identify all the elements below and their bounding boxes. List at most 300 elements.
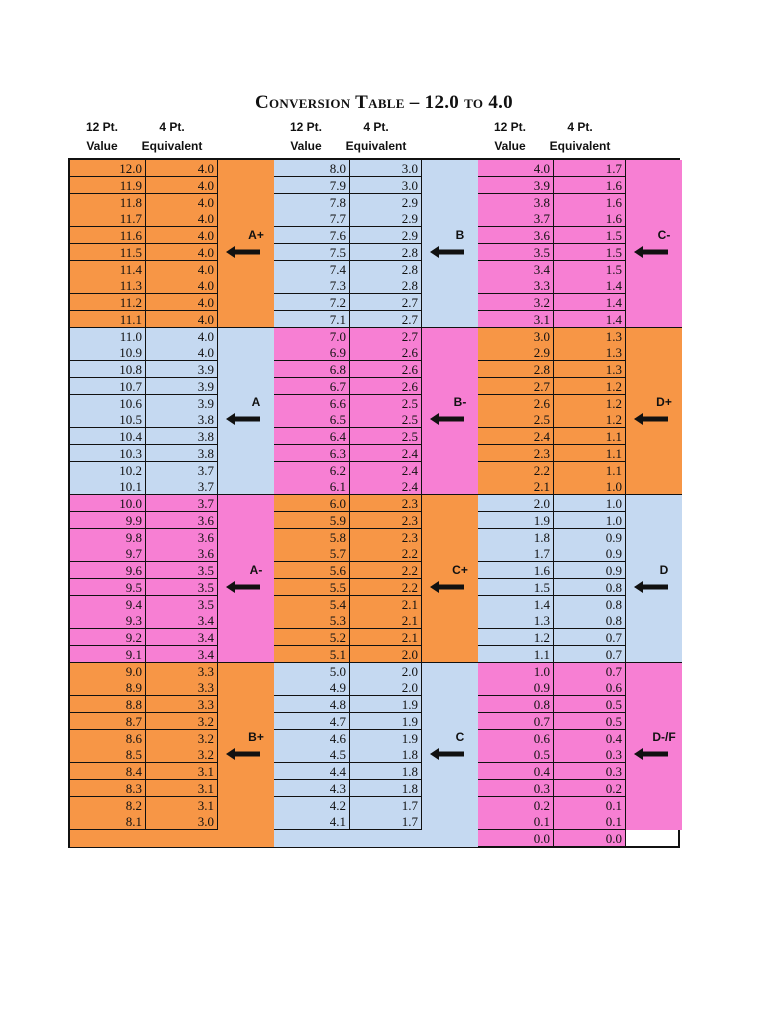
- value-cell: 9.2: [70, 629, 146, 646]
- value-cell: 7.8: [274, 194, 350, 211]
- value-cell: 3.1: [478, 311, 554, 328]
- table-row: [274, 579, 422, 596]
- value-cell: 1.1: [478, 646, 554, 663]
- value-cell: 8.1: [70, 813, 146, 830]
- value-cell: 4.5: [274, 746, 350, 763]
- table-row: [478, 813, 626, 830]
- value-cell: 6.6: [274, 395, 350, 412]
- equivalent-cell: 3.2: [146, 730, 218, 747]
- value-cell: 8.7: [70, 713, 146, 730]
- table-row: [274, 378, 422, 395]
- table-row: [478, 478, 626, 495]
- equivalent-cell: 1.9: [350, 713, 422, 730]
- value-cell: 9.6: [70, 562, 146, 579]
- table-row: [274, 596, 422, 613]
- value-cell: 5.5: [274, 579, 350, 596]
- table-row: [478, 328, 626, 345]
- equivalent-cell: 1.1: [554, 445, 626, 462]
- equivalent-cell: 2.6: [350, 344, 422, 361]
- equivalent-cell: 2.0: [350, 646, 422, 663]
- equivalent-cell: 3.0: [350, 160, 422, 177]
- value-cell: [70, 830, 146, 847]
- value-cell: 8.3: [70, 780, 146, 797]
- equivalent-cell: 3.3: [146, 679, 218, 696]
- equivalent-cell: 0.9: [554, 562, 626, 579]
- value-cell: 3.5: [478, 244, 554, 261]
- value-cell: 2.5: [478, 411, 554, 428]
- equivalent-cell: 0.8: [554, 596, 626, 613]
- value-cell: 9.4: [70, 596, 146, 613]
- table-row: [70, 512, 218, 529]
- value-cell: 11.4: [70, 261, 146, 278]
- equivalent-cell: 1.6: [554, 210, 626, 227]
- value-cell: 8.9: [70, 679, 146, 696]
- value-cell: 11.3: [70, 277, 146, 294]
- table-row: [70, 629, 218, 646]
- value-cell: 7.1: [274, 311, 350, 328]
- value-cell: 10.2: [70, 462, 146, 479]
- table-row: [274, 646, 422, 663]
- table-row: [274, 495, 422, 512]
- equivalent-cell: 2.1: [350, 629, 422, 646]
- equivalent-cell: [146, 830, 274, 847]
- value-cell: 11.6: [70, 227, 146, 244]
- equivalent-cell: 3.0: [146, 813, 218, 830]
- header-line: Value: [290, 139, 322, 153]
- equivalent-cell: 3.7: [146, 462, 218, 479]
- grade-label: A+: [248, 227, 264, 242]
- table-row: [478, 746, 626, 763]
- equivalent-cell: 2.5: [350, 395, 422, 412]
- table-row: [70, 696, 218, 713]
- table-row: [70, 361, 218, 378]
- value-cell: 8.6: [70, 730, 146, 747]
- table-row: [478, 646, 626, 663]
- value-cell: 6.8: [274, 361, 350, 378]
- equivalent-cell: 2.2: [350, 545, 422, 562]
- table-row: [70, 177, 218, 194]
- value-cell: 5.6: [274, 562, 350, 579]
- equivalent-cell: 2.8: [350, 261, 422, 278]
- value-cell: 4.0: [478, 160, 554, 177]
- table-row: [70, 210, 218, 227]
- value-cell: 6.9: [274, 344, 350, 361]
- table-row: [274, 462, 422, 479]
- value-cell: 3.6: [478, 227, 554, 244]
- table-column: [478, 160, 682, 846]
- equivalent-cell: [350, 830, 478, 847]
- equivalent-cell: 2.4: [350, 445, 422, 462]
- value-cell: 5.2: [274, 629, 350, 646]
- equivalent-cell: 1.9: [350, 730, 422, 747]
- equivalent-cell: 3.6: [146, 545, 218, 562]
- equivalent-cell: 4.0: [146, 160, 218, 177]
- table-row: [70, 462, 218, 479]
- left-arrow-icon: [430, 413, 464, 425]
- grade-block: [626, 495, 682, 663]
- equivalent-cell: 2.0: [350, 679, 422, 696]
- value-cell: 11.9: [70, 177, 146, 194]
- equivalent-cell: 2.6: [350, 378, 422, 395]
- page-title: Conversion Table – 12.0 to 4.0: [255, 92, 513, 113]
- table-row: [274, 160, 422, 177]
- value-cell: 11.7: [70, 210, 146, 227]
- equivalent-cell: 3.6: [146, 512, 218, 529]
- table-row: [478, 462, 626, 479]
- equivalent-cell: 2.3: [350, 495, 422, 512]
- value-cell: 3.3: [478, 277, 554, 294]
- table-row: [478, 277, 626, 294]
- value-cell: 0.1: [478, 813, 554, 830]
- table-row: [70, 663, 218, 680]
- value-cell: 1.7: [478, 545, 554, 562]
- header-4pt-equivalent: [127, 118, 217, 156]
- value-cell: 4.1: [274, 813, 350, 830]
- table-row: [274, 261, 422, 278]
- table-row: [478, 830, 626, 847]
- equivalent-cell: 1.8: [350, 746, 422, 763]
- equivalent-cell: 2.8: [350, 277, 422, 294]
- equivalent-cell: 3.1: [146, 763, 218, 780]
- table-row: [478, 344, 626, 361]
- left-arrow-icon: [634, 581, 668, 593]
- value-cell: 2.7: [478, 378, 554, 395]
- equivalent-cell: 3.5: [146, 579, 218, 596]
- value-cell: 2.6: [478, 395, 554, 412]
- value-cell: 8.2: [70, 797, 146, 814]
- equivalent-cell: 1.4: [554, 311, 626, 328]
- table-row: [70, 261, 218, 278]
- table-row: [478, 495, 626, 512]
- table-row: [478, 244, 626, 261]
- equivalent-cell: 3.9: [146, 361, 218, 378]
- value-cell: 3.8: [478, 194, 554, 211]
- table-row: [70, 562, 218, 579]
- value-cell: 5.4: [274, 596, 350, 613]
- equivalent-cell: 2.0: [350, 663, 422, 680]
- left-arrow-icon: [430, 748, 464, 760]
- header-line: Value: [86, 139, 118, 153]
- equivalent-cell: 4.0: [146, 294, 218, 311]
- table-row: [478, 596, 626, 613]
- equivalent-cell: 2.1: [350, 612, 422, 629]
- table-row: [274, 830, 478, 847]
- left-arrow-icon: [226, 413, 260, 425]
- value-cell: 4.4: [274, 763, 350, 780]
- table-row: [70, 495, 218, 512]
- equivalent-cell: 1.8: [350, 763, 422, 780]
- left-arrow-icon: [226, 246, 260, 258]
- value-cell: 6.4: [274, 428, 350, 445]
- equivalent-cell: 2.7: [350, 311, 422, 328]
- equivalent-cell: 4.0: [146, 177, 218, 194]
- equivalent-cell: 3.2: [146, 713, 218, 730]
- equivalent-cell: 0.5: [554, 713, 626, 730]
- table-row: [70, 830, 274, 847]
- value-cell: 3.0: [478, 328, 554, 345]
- table-row: [478, 763, 626, 780]
- header-line: 4 Pt.: [567, 120, 593, 134]
- table-row: [478, 261, 626, 278]
- table-row: [274, 177, 422, 194]
- value-cell: 7.2: [274, 294, 350, 311]
- equivalent-cell: 1.5: [554, 244, 626, 261]
- value-cell: 7.3: [274, 277, 350, 294]
- header-line: 12 Pt.: [493, 120, 526, 134]
- equivalent-cell: 2.2: [350, 579, 422, 596]
- value-cell: 9.3: [70, 612, 146, 629]
- table-row: [70, 780, 218, 797]
- equivalent-cell: 0.9: [554, 529, 626, 546]
- value-cell: 1.5: [478, 579, 554, 596]
- equivalent-cell: 1.0: [554, 512, 626, 529]
- value-cell: 6.0: [274, 495, 350, 512]
- value-cell: 10.7: [70, 378, 146, 395]
- table-row: [478, 512, 626, 529]
- equivalent-cell: 4.0: [146, 344, 218, 361]
- table-row: [70, 612, 218, 629]
- equivalent-cell: 2.5: [350, 428, 422, 445]
- equivalent-cell: 1.7: [350, 797, 422, 814]
- table-row: [478, 311, 626, 328]
- equivalent-cell: 3.6: [146, 529, 218, 546]
- left-arrow-icon: [430, 246, 464, 258]
- table-row: [70, 227, 218, 244]
- equivalent-cell: 0.7: [554, 646, 626, 663]
- equivalent-cell: 4.0: [146, 244, 218, 261]
- equivalent-cell: 0.1: [554, 797, 626, 814]
- table-row: [274, 512, 422, 529]
- grade-label: D-/F: [652, 730, 676, 745]
- value-cell: 5.7: [274, 545, 350, 562]
- equivalent-cell: 1.4: [554, 294, 626, 311]
- value-cell: 11.1: [70, 311, 146, 328]
- value-cell: 3.7: [478, 210, 554, 227]
- equivalent-cell: 3.7: [146, 495, 218, 512]
- value-cell: 12.0: [70, 160, 146, 177]
- value-cell: 10.9: [70, 344, 146, 361]
- table-row: [478, 730, 626, 747]
- value-cell: 4.9: [274, 679, 350, 696]
- value-cell: 1.3: [478, 612, 554, 629]
- table-row: [70, 311, 218, 328]
- table-row: [274, 227, 422, 244]
- value-cell: 1.0: [478, 663, 554, 680]
- equivalent-cell: 0.3: [554, 746, 626, 763]
- table-row: [478, 579, 626, 596]
- value-cell: [274, 830, 350, 847]
- header-line: 12 Pt.: [289, 120, 322, 134]
- table-row: [274, 411, 422, 428]
- value-cell: 4.7: [274, 713, 350, 730]
- value-cell: 10.5: [70, 411, 146, 428]
- value-cell: 1.8: [478, 529, 554, 546]
- value-cell: 10.6: [70, 395, 146, 412]
- table-row: [478, 160, 626, 177]
- value-cell: 8.0: [274, 160, 350, 177]
- left-arrow-icon: [430, 581, 464, 593]
- grade-block: [626, 328, 682, 496]
- value-cell: 2.4: [478, 428, 554, 445]
- table-row: [274, 294, 422, 311]
- table-row: [274, 545, 422, 562]
- value-cell: 9.5: [70, 579, 146, 596]
- equivalent-cell: 2.9: [350, 194, 422, 211]
- grade-label: D+: [656, 395, 672, 410]
- equivalent-cell: 1.3: [554, 328, 626, 345]
- value-cell: 10.3: [70, 445, 146, 462]
- table-row: [274, 445, 422, 462]
- table-row: [478, 445, 626, 462]
- grade-label: C+: [452, 562, 468, 577]
- value-cell: 11.5: [70, 244, 146, 261]
- table-row: [70, 646, 218, 663]
- table-row: [478, 194, 626, 211]
- table-row: [274, 730, 422, 747]
- value-cell: 3.4: [478, 261, 554, 278]
- grade-block: [422, 495, 478, 663]
- grade-block: [218, 495, 274, 663]
- table-row: [274, 696, 422, 713]
- equivalent-cell: 1.0: [554, 495, 626, 512]
- value-cell: 2.8: [478, 361, 554, 378]
- header-4pt-equivalent: [535, 118, 625, 156]
- value-cell: 4.6: [274, 730, 350, 747]
- table-row: [478, 227, 626, 244]
- value-cell: 2.2: [478, 462, 554, 479]
- table-row: [478, 177, 626, 194]
- table-row: [70, 445, 218, 462]
- equivalent-cell: 3.7: [146, 478, 218, 495]
- value-cell: 7.9: [274, 177, 350, 194]
- table-row: [274, 612, 422, 629]
- equivalent-cell: 3.2: [146, 746, 218, 763]
- table-row: [70, 579, 218, 596]
- table-row: [70, 194, 218, 211]
- value-cell: 8.5: [70, 746, 146, 763]
- grade-block: [422, 663, 478, 831]
- table-row: [274, 478, 422, 495]
- table-row: [274, 529, 422, 546]
- table-row: [70, 763, 218, 780]
- table-row: [70, 277, 218, 294]
- value-cell: 11.0: [70, 328, 146, 345]
- conversion-table: [68, 158, 680, 848]
- table-row: [70, 411, 218, 428]
- equivalent-cell: 0.4: [554, 730, 626, 747]
- equivalent-cell: 1.7: [350, 813, 422, 830]
- equivalent-cell: 4.0: [146, 261, 218, 278]
- grade-label: C: [455, 730, 465, 745]
- equivalent-cell: 0.8: [554, 612, 626, 629]
- table-row: [70, 813, 218, 830]
- table-column: [274, 160, 478, 846]
- table-row: [274, 210, 422, 227]
- table-row: [274, 311, 422, 328]
- value-cell: 5.8: [274, 529, 350, 546]
- value-cell: 5.9: [274, 512, 350, 529]
- value-cell: 6.2: [274, 462, 350, 479]
- table-row: [478, 529, 626, 546]
- table-row: [274, 629, 422, 646]
- value-cell: 2.9: [478, 344, 554, 361]
- equivalent-cell: 3.9: [146, 378, 218, 395]
- equivalent-cell: 3.1: [146, 797, 218, 814]
- value-cell: 0.3: [478, 780, 554, 797]
- equivalent-cell: 3.1: [146, 780, 218, 797]
- value-cell: 1.2: [478, 629, 554, 646]
- table-column: [70, 160, 274, 846]
- value-cell: 7.7: [274, 210, 350, 227]
- equivalent-cell: 3.8: [146, 445, 218, 462]
- table-row: [70, 160, 218, 177]
- equivalent-cell: 4.0: [146, 210, 218, 227]
- value-cell: 9.7: [70, 545, 146, 562]
- value-cell: 6.7: [274, 378, 350, 395]
- value-cell: 4.8: [274, 696, 350, 713]
- table-row: [70, 797, 218, 814]
- table-row: [478, 411, 626, 428]
- table-row: [274, 344, 422, 361]
- equivalent-cell: 1.6: [554, 177, 626, 194]
- table-row: [478, 612, 626, 629]
- table-row: [70, 529, 218, 546]
- equivalent-cell: 3.4: [146, 629, 218, 646]
- table-row: [70, 395, 218, 412]
- equivalent-cell: 2.5: [350, 411, 422, 428]
- value-cell: 3.9: [478, 177, 554, 194]
- value-cell: 5.0: [274, 663, 350, 680]
- equivalent-cell: 2.3: [350, 512, 422, 529]
- equivalent-cell: 3.5: [146, 562, 218, 579]
- value-cell: 5.3: [274, 612, 350, 629]
- table-row: [70, 344, 218, 361]
- grade-block: [626, 160, 682, 328]
- equivalent-cell: 3.3: [146, 696, 218, 713]
- equivalent-cell: 2.7: [350, 294, 422, 311]
- value-cell: 6.1: [274, 478, 350, 495]
- equivalent-cell: 1.2: [554, 378, 626, 395]
- table-row: [274, 746, 422, 763]
- table-row: [478, 294, 626, 311]
- equivalent-cell: 4.0: [146, 277, 218, 294]
- grade-label: D: [659, 562, 669, 577]
- table-row: [274, 277, 422, 294]
- table-row: [478, 780, 626, 797]
- value-cell: 7.0: [274, 328, 350, 345]
- value-cell: 1.4: [478, 596, 554, 613]
- equivalent-cell: 0.9: [554, 545, 626, 562]
- value-cell: 6.3: [274, 445, 350, 462]
- grade-block: [218, 160, 274, 328]
- equivalent-cell: 1.0: [554, 478, 626, 495]
- value-cell: 2.0: [478, 495, 554, 512]
- equivalent-cell: 1.5: [554, 227, 626, 244]
- grade-block: [422, 328, 478, 496]
- value-cell: 4.3: [274, 780, 350, 797]
- header-line: Value: [494, 139, 526, 153]
- value-cell: 0.4: [478, 763, 554, 780]
- table-row: [70, 713, 218, 730]
- table-row: [70, 294, 218, 311]
- equivalent-cell: 0.6: [554, 679, 626, 696]
- equivalent-cell: 2.8: [350, 244, 422, 261]
- value-cell: 7.6: [274, 227, 350, 244]
- equivalent-cell: 1.1: [554, 428, 626, 445]
- value-cell: 10.0: [70, 495, 146, 512]
- value-cell: 7.5: [274, 244, 350, 261]
- value-cell: 7.4: [274, 261, 350, 278]
